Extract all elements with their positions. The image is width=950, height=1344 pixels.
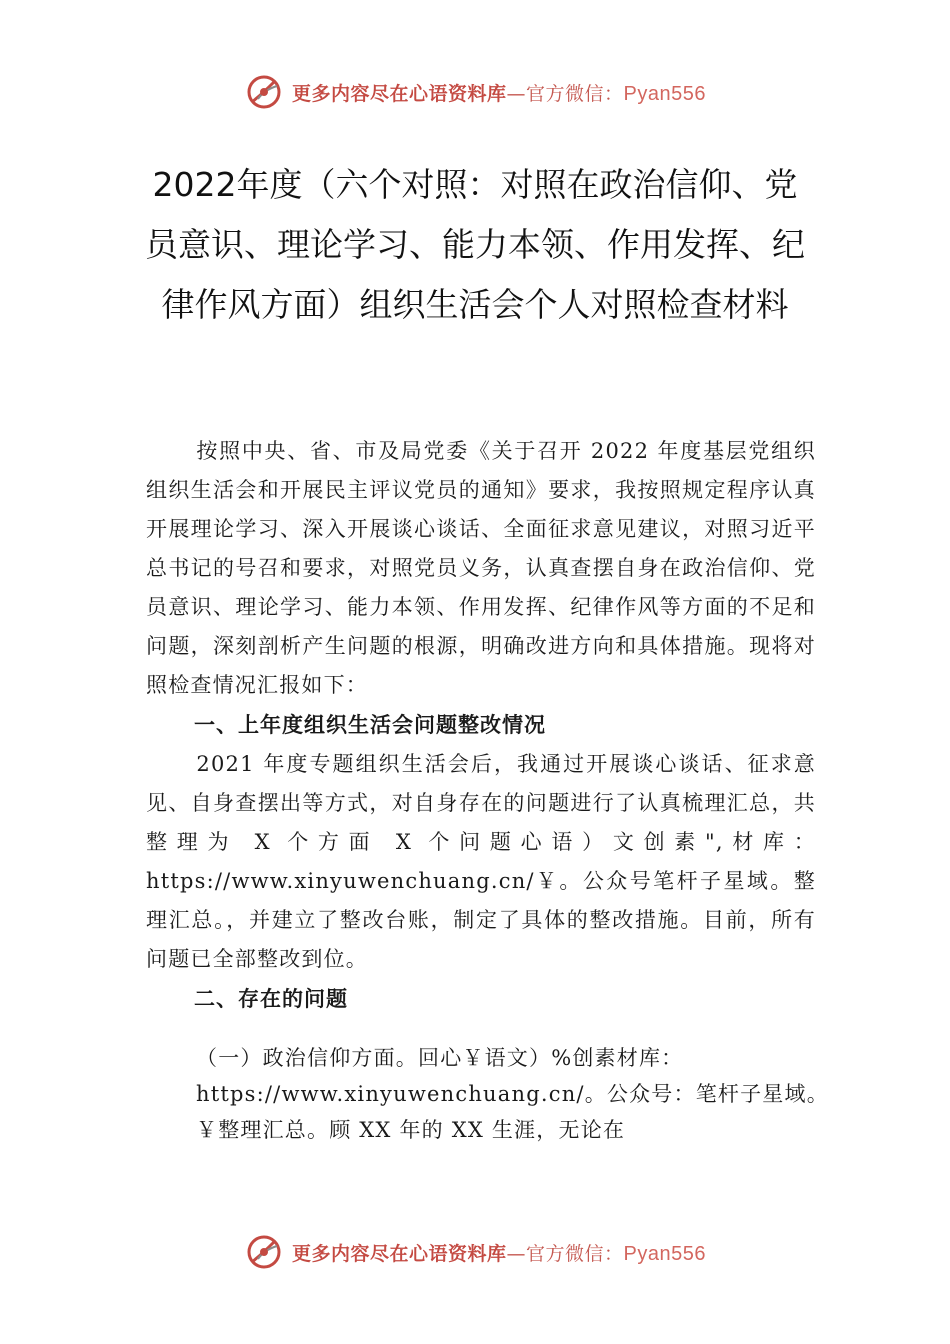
footer-banner-dash: —	[506, 1242, 527, 1265]
section-2-subsection	[146, 1040, 886, 1148]
footer-banner-wechat-label: 官方微信：	[526, 1242, 624, 1265]
section-2-heading: 二、存在的问题	[194, 987, 348, 1011]
intro-paragraph: 按照中央、省、市及局党委《关于召开 2022 年度基层党组织组织生活会和开展民主评议党员的通知》要求，我按照规定程序认真开展理论学习、深入开展谈心谈话、全面征求意见建议，对照习近平总书记的号召和要求，对照党员义务，认真查摆自身在政治信仰、党员意识、理论学习、能力本领、作用发挥、纪律作风等方面的不足和问题，深刻剖析产生问题的根源，明确改进方向和具体措施。现将对照检查情况汇报如下：	[146, 439, 816, 697]
footer-banner-cn: 更多内容尽在心语资料库	[292, 1242, 507, 1265]
brand-logo-icon	[244, 72, 284, 112]
footer-banner-handle: Pyan556	[623, 1242, 706, 1265]
footer-watermark-banner	[0, 1230, 950, 1274]
section-2-sub-1-line-3: ￥整理汇总。顾 XX 年的 XX 生涯，无论在	[196, 1118, 626, 1142]
section-1-heading: 一、上年度组织生活会问题整改情况	[194, 713, 546, 737]
header-banner-dash: —	[506, 82, 527, 105]
header-banner-wechat-label: 官方微信：	[526, 82, 624, 105]
header-banner-handle: Pyan556	[623, 82, 706, 105]
section-1-paragraph: 2021 年度专题组织生活会后，我通过开展谈心谈话、征求意见、自身查摆出等方式，对自身存在的问题进行了认真梳理汇总，共整理为 X 个方面 X 个问题心语）文创素",材库：https://www.xinyuwenchuang.cn/￥。公众号笔杆子星域。整理汇总。，并建立了整改台账，制定了具体的整改措施。目前，所有问题已全部整改到位。	[146, 752, 816, 971]
document-body	[146, 432, 816, 1019]
brand-logo-icon	[244, 1232, 284, 1272]
section-2-sub-1-line-1: （一）政治信仰方面。回心￥语文）%创素材库：	[196, 1046, 684, 1070]
header-banner-text	[292, 79, 706, 106]
document-title: 2022年度（六个对照：对照在政治信仰、党员意识、理论学习、能力本领、作用发挥、纪律作风方面）组织生活会个人对照检查材料	[145, 165, 805, 324]
header-banner-cn: 更多内容尽在心语资料库	[292, 82, 507, 105]
footer-banner-text	[292, 1239, 706, 1266]
section-2-sub-1-line-2: https://www.xinyuwenchuang.cn/。公众号：笔杆子星域。	[196, 1082, 829, 1106]
header-watermark-banner	[0, 70, 950, 114]
